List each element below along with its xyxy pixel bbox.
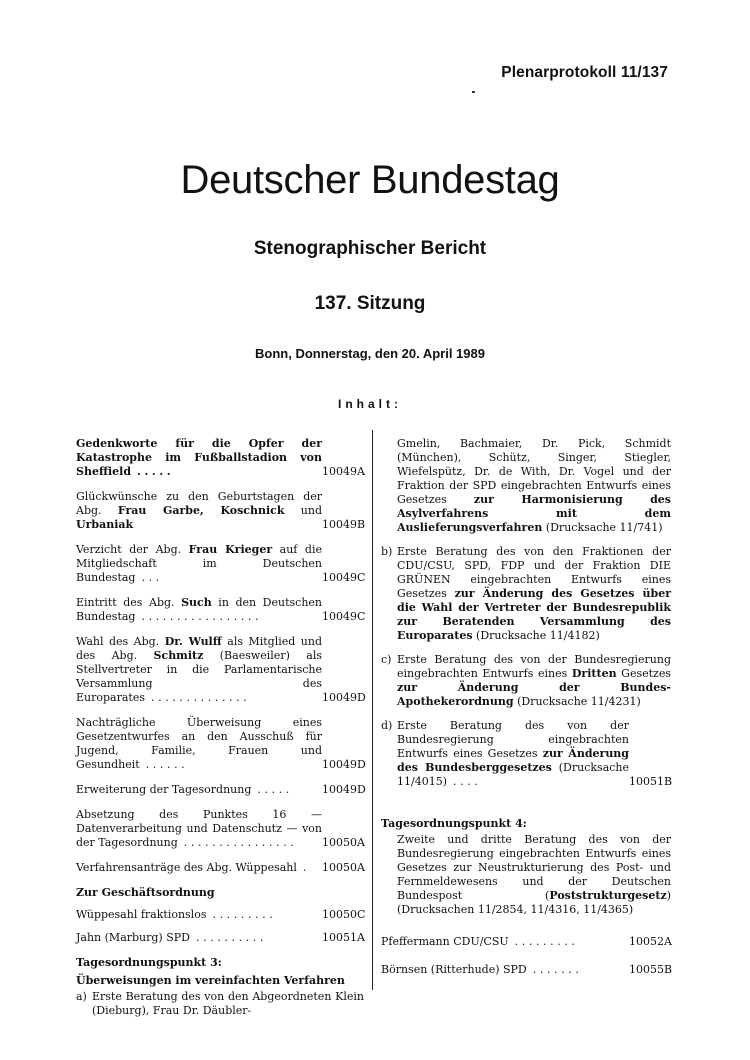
subitem-bold: zur Änderung der Bundes-Apothekerordnung xyxy=(397,681,671,708)
entry-name: Dr. Wulff xyxy=(164,635,222,648)
agenda-subitem xyxy=(381,653,671,709)
page-ref: 10049D xyxy=(322,691,366,704)
print-mark xyxy=(472,91,475,93)
item-bold: Poststrukturgesetz xyxy=(549,889,667,902)
entry-text: Börnsen (Ritterhude) SPD xyxy=(381,963,527,976)
toc-entry: Nachträgliche Überweisung eines Gesetzentwurfes an den Ausschuß für Jugend, Familie, Frauen und Gesundheit ...... 10049D xyxy=(76,716,366,771)
page-ref: 10050C xyxy=(322,908,366,921)
entry-name: Frau Garbe, Koschnick xyxy=(117,504,285,517)
page-ref: 10049B xyxy=(322,518,366,531)
subitem-text: (Drucksache 11/4231) xyxy=(513,695,641,708)
page-ref: 10049C xyxy=(322,571,366,584)
section-heading: Zur Geschäftsordnung xyxy=(76,886,215,899)
agenda-heading: Tagesordnungspunkt 4: xyxy=(381,817,527,830)
subitem-label: c) xyxy=(381,653,392,666)
left-column xyxy=(76,437,364,1028)
page-ref: 10049C xyxy=(322,610,366,623)
agenda-subitem-continued xyxy=(381,437,671,535)
entry-text: Nachträgliche Überweisung eines Gesetzentwurfes an den Ausschuß für Jugend, Familie, Frauen und Gesundheit xyxy=(76,716,322,771)
entry-text: Absetzung des Punktes 16 — Datenverarbeitung und Datenschutz — von der Tagesordnung xyxy=(76,808,322,849)
agenda-item-text xyxy=(381,833,671,917)
toc-entry: Börnsen (Ritterhude) SPD ....... 10055B xyxy=(381,963,673,976)
toc-entry: Erweiterung der Tagesordnung ..... 10049D xyxy=(76,783,366,796)
agenda-subitem: d) Erste Beratung des von der Bundesregierung eingebrachten Entwurfs eines Gesetzes zur Änderung des Bundesberggesetzes (Drucksache 11/4015) .... 10051B xyxy=(381,719,673,788)
toc-entry: Jahn (Marburg) SPD .......... 10051A xyxy=(76,931,365,944)
subitem-label: d) xyxy=(381,719,393,732)
subtitle: Stenographischer Bericht xyxy=(253,238,487,259)
subitem-text: Erste Beratung des von der Bundesregierung eingebrachten Entwurfs eines xyxy=(397,653,671,680)
agenda-subitem xyxy=(381,545,671,643)
entry-text: in den Deutschen Bundestag xyxy=(76,596,322,623)
page-ref: 10049D xyxy=(322,783,366,796)
subitem-text: Erste Beratung des von der Bundesregierung eingebrachten Entwurfs eines Gesetzes xyxy=(397,719,629,760)
entry-text: Erweiterung der Tagesordnung xyxy=(76,783,252,796)
right-column xyxy=(381,437,671,989)
entry-text: Verzicht der Abg. xyxy=(76,543,189,556)
page-ref: 10051A xyxy=(322,931,365,944)
subitem-text: (Drucksache 11/4015) xyxy=(397,761,630,788)
page-ref: 10049A xyxy=(322,465,365,478)
entry-text: Jahn (Marburg) SPD xyxy=(76,931,190,944)
entry-text: Verfahrensanträge des Abg. Wüppesahl xyxy=(76,861,297,874)
subitem-bold: zur Harmonisierung des Asylverfahrens mit dem Auslieferungsverfahren xyxy=(397,493,672,534)
toc-entry: Wüppesahl fraktionslos ......... 10050C xyxy=(76,908,366,921)
toc-entry xyxy=(76,490,364,532)
page-ref: 10052A xyxy=(629,935,672,948)
subitem-label: a) xyxy=(76,990,87,1003)
protocol-number: Plenarprotokoll 11/137 xyxy=(501,64,668,81)
entry-name: Schmitz xyxy=(153,649,204,662)
session-number: 137. Sitzung xyxy=(314,293,426,314)
page-title: Deutscher Bundestag xyxy=(180,158,560,202)
toc-entry: Pfeffermann CDU/CSU ......... 10052A xyxy=(381,935,672,948)
subitem-text: Gmelin, Bachmaier, Dr. Pick, Schmidt (München), Schütz, Singer, Stiegler, Wiefelspütz, Dr. de With, Dr. Vogel und der Fraktion der SPD eingebrachten Entwurfs eines Gesetzes xyxy=(397,437,671,506)
dateline: Bonn, Donnerstag, den 20. April 1989 xyxy=(255,346,485,361)
entry-text: auf die Mitgliedschaft im Deutschen Bundestag xyxy=(76,543,322,584)
entry-text: Glückwünsche zu den Geburtstagen der Abg. xyxy=(76,490,322,517)
item-text: ) (Drucksachen 11/2854, 11/4316, 11/4365) xyxy=(397,889,671,916)
entry-text: (Baesweiler) als Stellvertreter in die Parlamentarische Versammlung des Europarates xyxy=(76,649,322,704)
page-ref: 10050A xyxy=(322,836,365,849)
entry-text: als Mitglied und des Abg. xyxy=(76,635,322,662)
entry-text: Pfeffermann CDU/CSU xyxy=(381,935,509,948)
toc-entry: Verzicht der Abg. Frau Krieger auf die Mitgliedschaft im Deutschen Bundestag ... 10049C xyxy=(76,543,366,584)
contents-heading: Inhalt: xyxy=(338,397,402,411)
subitem-text: Erste Beratung des von den Abgeordneten Klein (Dieburg), Frau Dr. Däubler- xyxy=(92,990,364,1017)
entry-text: und xyxy=(284,504,322,517)
subitem-text: (Drucksache 11/4182) xyxy=(472,629,600,642)
entry-name: Such xyxy=(181,596,212,609)
subitem-text: Gesetzes xyxy=(616,667,671,680)
page-ref: 10050A xyxy=(322,861,365,874)
subitem-bold: zur Änderung des Bundesberggesetzes xyxy=(397,747,629,774)
entry-text: Wüppesahl fraktionslos xyxy=(76,908,207,921)
toc-entry: Absetzung des Punktes 16 — Datenverarbeitung und Datenschutz — von der Tagesordnung ................ 10050A xyxy=(76,808,365,849)
entry-name: Urbaniak xyxy=(76,518,134,531)
page-ref: 10049D xyxy=(322,758,366,771)
entry-text: Eintritt des Abg. xyxy=(76,596,182,609)
column-divider xyxy=(372,430,373,990)
page-ref: 10055B xyxy=(629,963,673,976)
entry-name: Frau Krieger xyxy=(188,543,273,556)
page-ref: 10051B xyxy=(629,775,673,788)
item-text: Zweite und dritte Beratung des von der Bundesregierung eingebrachten Entwurfs eines Gesetzes zur Neustrukturierung des Post- und Fernmeldewesens und der Deutschen Bundespost ( xyxy=(397,833,671,902)
subitem-text: (Drucksache 11/741) xyxy=(542,521,663,534)
section-heading: Überweisungen im vereinfachten Verfahren xyxy=(76,974,345,987)
agenda-heading: Tagesordnungspunkt 3: xyxy=(76,956,222,969)
subitem-label: b) xyxy=(381,545,393,558)
subitem-bold: zur Änderung des Gesetzes über die Wahl der Vertreter der Bundesrepublik zur Beratenden Versammlung des Europarates xyxy=(397,587,672,642)
entry-text: Wahl des Abg. xyxy=(76,635,165,648)
subitem-text: Erste Beratung des von den Fraktionen der CDU/CSU, SPD, FDP und der Fraktion DIE GRÜNEN eingebrachten Entwurfs eines Gesetzes xyxy=(397,545,671,600)
toc-entry: Gedenkworte für die Opfer der Katastrophe im Fußballstadion von Sheffield ..... 10049A xyxy=(76,437,365,478)
toc-entry: Eintritt des Abg. Such in den Deutschen Bundestag ................. 10049C xyxy=(76,596,366,623)
toc-entry: Wahl des Abg. Dr. Wulff als Mitglied und des Abg. Schmitz (Baesweiler) als Stellvertreter in die Parlamentarische Versammlung des Europarates .............. 10049D xyxy=(76,635,366,704)
subitem-bold: Dritten xyxy=(571,667,617,680)
entry-text: Gedenkworte für die Opfer der Katastrophe im Fußballstadion von Sheffield xyxy=(76,437,322,478)
agenda-subitem xyxy=(76,990,364,1018)
toc-entry: Verfahrensanträge des Abg. Wüppesahl . 10050A xyxy=(76,861,365,874)
